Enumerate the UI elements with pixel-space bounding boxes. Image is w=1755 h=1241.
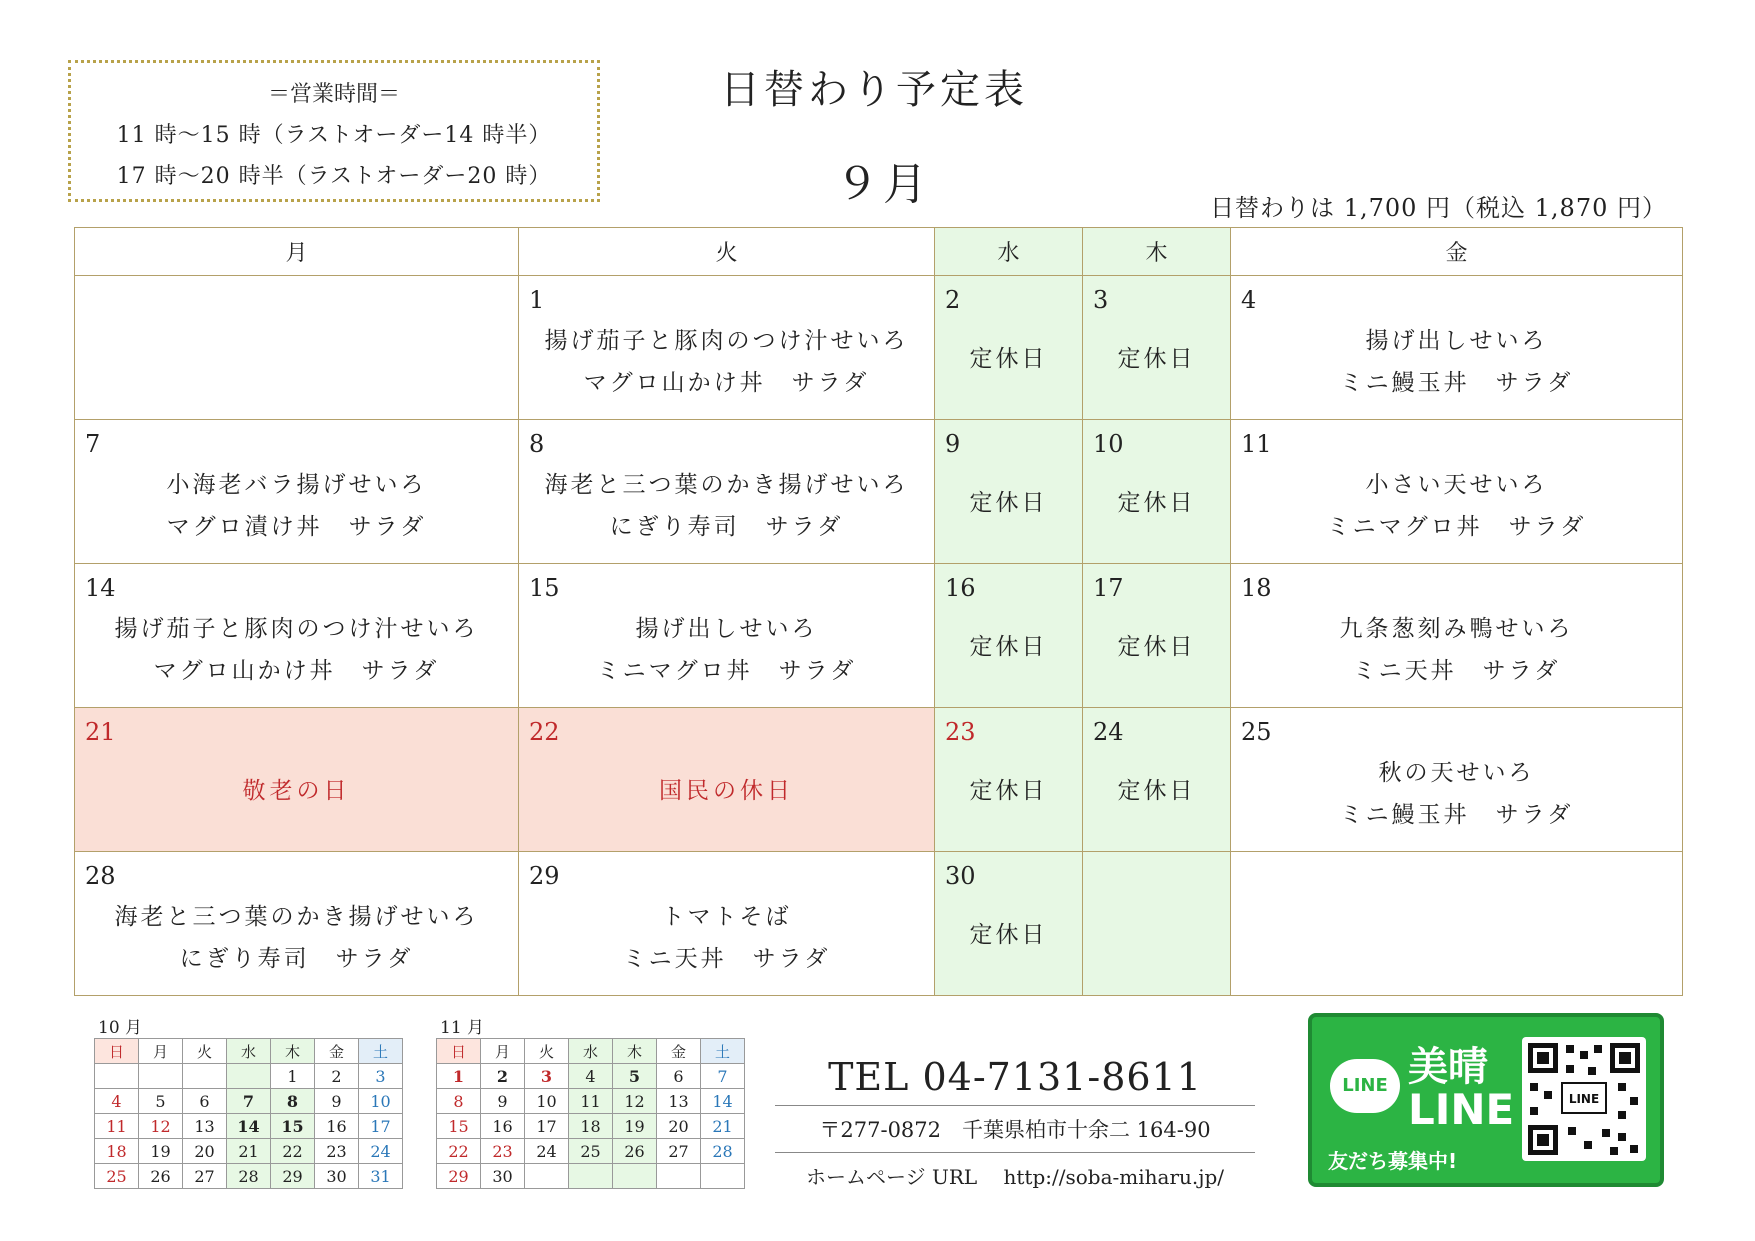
mini-header: 日 bbox=[95, 1039, 139, 1064]
week-row bbox=[75, 708, 1683, 852]
mini-day: 26 bbox=[139, 1164, 183, 1189]
mini-day: 7 bbox=[227, 1089, 271, 1114]
mini-header: 火 bbox=[183, 1039, 227, 1064]
day-cell bbox=[1231, 276, 1683, 420]
mini-header: 日 bbox=[437, 1039, 481, 1064]
mini-day: 11 bbox=[569, 1089, 613, 1114]
mini-day: 8 bbox=[437, 1089, 481, 1114]
mini-day: 25 bbox=[569, 1139, 613, 1164]
mini-day: 19 bbox=[613, 1114, 657, 1139]
mini-calendar-oct-label: 10 月 bbox=[98, 1018, 143, 1038]
mini-day bbox=[525, 1164, 569, 1189]
mini-day: 30 bbox=[481, 1164, 525, 1189]
mini-day: 21 bbox=[701, 1114, 745, 1139]
mini-day: 16 bbox=[481, 1114, 525, 1139]
day-number: 22 bbox=[529, 718, 560, 746]
closed-label: 定休日 bbox=[1117, 634, 1196, 660]
business-hours-title: ＝営業時間＝ bbox=[267, 82, 400, 107]
day-number: 1 bbox=[529, 286, 545, 314]
line-friend-badge[interactable] bbox=[1308, 1013, 1664, 1187]
week-row bbox=[75, 276, 1683, 420]
day-number: 24 bbox=[1093, 718, 1124, 746]
lunch-hours: 11 時～15 時（ラストオーダー14 時半） bbox=[116, 123, 552, 148]
mini-day: 28 bbox=[701, 1139, 745, 1164]
menu-text: 海老と三つ葉のかき揚げせいろ にぎり寿司 サラダ bbox=[544, 472, 909, 540]
mini-header: 土 bbox=[359, 1039, 403, 1064]
day-cell bbox=[519, 564, 935, 708]
mini-header: 金 bbox=[315, 1039, 359, 1064]
day-cell bbox=[75, 276, 519, 420]
closed-label: 定休日 bbox=[1117, 490, 1196, 516]
day-number: 14 bbox=[85, 574, 116, 602]
menu-text: 秋の天せいろ ミニ鰻玉丼 サラダ bbox=[1339, 760, 1574, 828]
mini-day: 28 bbox=[227, 1164, 271, 1189]
mini-day: 27 bbox=[657, 1139, 701, 1164]
mini-day: 20 bbox=[183, 1139, 227, 1164]
week-row bbox=[75, 420, 1683, 564]
dinner-hours: 17 時～20 時半（ラストオーダー20 時） bbox=[116, 164, 552, 189]
mini-day: 2 bbox=[481, 1064, 525, 1089]
mini-header: 木 bbox=[613, 1039, 657, 1064]
mini-calendar-oct bbox=[94, 1038, 403, 1189]
mini-day: 13 bbox=[657, 1089, 701, 1114]
holiday-cell bbox=[75, 708, 519, 852]
mini-day: 26 bbox=[613, 1139, 657, 1164]
mini-day bbox=[95, 1064, 139, 1089]
day-number: 4 bbox=[1241, 286, 1257, 314]
day-number: 3 bbox=[1093, 286, 1109, 314]
line-logo-icon: LINE bbox=[1330, 1059, 1400, 1113]
price-note: 日替わりは 1,700 円（税込 1,870 円） bbox=[1210, 194, 1667, 222]
day-number: 23 bbox=[945, 718, 976, 746]
day-number: 10 bbox=[1093, 430, 1124, 458]
closed-label: 定休日 bbox=[969, 346, 1048, 372]
mini-day: 10 bbox=[359, 1089, 403, 1114]
mini-calendar-nov-label: 11 月 bbox=[440, 1018, 485, 1038]
day-cell bbox=[1231, 420, 1683, 564]
mini-day: 7 bbox=[701, 1064, 745, 1089]
day-number: 25 bbox=[1241, 718, 1272, 746]
mini-day: 15 bbox=[271, 1114, 315, 1139]
closed-day-cell bbox=[935, 276, 1083, 420]
mini-day: 6 bbox=[657, 1064, 701, 1089]
mini-day: 20 bbox=[657, 1114, 701, 1139]
menu-text: 海老と三つ葉のかき揚げせいろ にぎり寿司 サラダ bbox=[114, 904, 479, 972]
business-hours-box bbox=[68, 60, 600, 202]
mini-day: 6 bbox=[183, 1089, 227, 1114]
mini-day: 4 bbox=[569, 1064, 613, 1089]
mini-day: 3 bbox=[359, 1064, 403, 1089]
mini-day: 23 bbox=[481, 1139, 525, 1164]
week-row bbox=[75, 564, 1683, 708]
day-cell bbox=[1231, 564, 1683, 708]
mini-day: 22 bbox=[271, 1139, 315, 1164]
mini-day: 24 bbox=[525, 1139, 569, 1164]
menu-text: 揚げ出しせいろ ミニマグロ丼 サラダ bbox=[596, 616, 857, 684]
mini-day: 13 bbox=[183, 1114, 227, 1139]
holiday-cell bbox=[519, 708, 935, 852]
mini-day: 10 bbox=[525, 1089, 569, 1114]
mini-day bbox=[701, 1164, 745, 1189]
telephone[interactable]: TEL 04-7131-8611 bbox=[775, 1055, 1255, 1106]
mini-day bbox=[227, 1064, 271, 1089]
closed-day-cell bbox=[1083, 420, 1231, 564]
day-cell bbox=[75, 852, 519, 996]
mini-day bbox=[139, 1064, 183, 1089]
mini-day: 9 bbox=[481, 1089, 525, 1114]
menu-text: トマトそば ミニ天丼 サラダ bbox=[622, 904, 831, 972]
closed-label: 定休日 bbox=[969, 922, 1048, 948]
mini-header: 月 bbox=[481, 1039, 525, 1064]
mini-day: 12 bbox=[613, 1089, 657, 1114]
mini-header: 水 bbox=[569, 1039, 613, 1064]
address: 〒277-0872 千葉県柏市十余二 164-90 bbox=[775, 1106, 1255, 1153]
mini-day: 15 bbox=[437, 1114, 481, 1139]
day-number: 18 bbox=[1241, 574, 1272, 602]
mini-day: 11 bbox=[95, 1114, 139, 1139]
svg-text:LINE: LINE bbox=[1568, 1092, 1600, 1106]
mini-day: 14 bbox=[227, 1114, 271, 1139]
mini-day: 18 bbox=[569, 1114, 613, 1139]
mini-calendar-nov bbox=[436, 1038, 745, 1189]
mini-day: 16 bbox=[315, 1114, 359, 1139]
mini-day: 8 bbox=[271, 1089, 315, 1114]
mini-day: 17 bbox=[359, 1114, 403, 1139]
line-word: LINE bbox=[1408, 1085, 1515, 1134]
day-cell bbox=[1083, 852, 1231, 996]
menu-text: 揚げ出しせいろ ミニ鰻玉丼 サラダ bbox=[1339, 328, 1574, 396]
day-number: 2 bbox=[945, 286, 961, 314]
day-number: 21 bbox=[85, 718, 116, 746]
qr-code-icon[interactable] bbox=[1522, 1037, 1646, 1161]
mini-header: 木 bbox=[271, 1039, 315, 1064]
menu-text: 小さい天せいろ ミニマグロ丼 サラダ bbox=[1326, 472, 1587, 540]
day-number: 30 bbox=[945, 862, 976, 890]
day-number: 17 bbox=[1093, 574, 1124, 602]
mini-day: 9 bbox=[315, 1089, 359, 1114]
mini-day: 3 bbox=[525, 1064, 569, 1089]
day-cell bbox=[519, 276, 935, 420]
mini-day: 2 bbox=[315, 1064, 359, 1089]
weekday-thu: 木 bbox=[1083, 228, 1231, 276]
mini-day bbox=[569, 1164, 613, 1189]
mini-day: 14 bbox=[701, 1089, 745, 1114]
week-row bbox=[75, 852, 1683, 996]
mini-day: 27 bbox=[183, 1164, 227, 1189]
closed-day-cell bbox=[935, 708, 1083, 852]
mini-day: 29 bbox=[271, 1164, 315, 1189]
line-friend-text: 友だち募集中! bbox=[1328, 1149, 1458, 1173]
weekday-tue: 火 bbox=[519, 228, 935, 276]
mini-day bbox=[183, 1064, 227, 1089]
mini-day: 1 bbox=[271, 1064, 315, 1089]
closed-day-cell bbox=[1083, 276, 1231, 420]
mini-header: 土 bbox=[701, 1039, 745, 1064]
menu-text: 揚げ茄子と豚肉のつけ汁せいろ マグロ山かけ丼 サラダ bbox=[114, 616, 479, 684]
mini-day: 1 bbox=[437, 1064, 481, 1089]
mini-header: 火 bbox=[525, 1039, 569, 1064]
closed-label: 定休日 bbox=[969, 778, 1048, 804]
mini-day: 25 bbox=[95, 1164, 139, 1189]
day-number: 28 bbox=[85, 862, 116, 890]
menu-text: 揚げ茄子と豚肉のつけ汁せいろ マグロ山かけ丼 サラダ bbox=[544, 328, 909, 396]
mini-header: 月 bbox=[139, 1039, 183, 1064]
weekday-header-row bbox=[75, 228, 1683, 276]
mini-day bbox=[657, 1164, 701, 1189]
day-number: 7 bbox=[85, 430, 101, 458]
holiday-name: 敬老の日 bbox=[242, 778, 351, 804]
menu-text: 小海老バラ揚げせいろ マグロ漬け丼 サラダ bbox=[166, 472, 427, 540]
mini-day: 22 bbox=[437, 1139, 481, 1164]
month-title: ９月 bbox=[835, 159, 931, 210]
holiday-name: 国民の休日 bbox=[659, 778, 794, 804]
mini-day: 12 bbox=[139, 1114, 183, 1139]
mini-header: 金 bbox=[657, 1039, 701, 1064]
menu-text: 九条葱刻み鴨せいろ ミニ天丼 サラダ bbox=[1339, 616, 1574, 684]
mini-day: 23 bbox=[315, 1139, 359, 1164]
mini-day: 30 bbox=[315, 1164, 359, 1189]
weekday-mon: 月 bbox=[75, 228, 519, 276]
day-cell bbox=[1231, 852, 1683, 996]
day-cell bbox=[75, 420, 519, 564]
closed-day-cell bbox=[935, 564, 1083, 708]
line-shop-name: 美晴 bbox=[1408, 1044, 1488, 1090]
day-number: 11 bbox=[1241, 430, 1272, 458]
mini-day bbox=[613, 1164, 657, 1189]
day-cell bbox=[519, 852, 935, 996]
day-cell bbox=[1231, 708, 1683, 852]
day-cell bbox=[519, 420, 935, 564]
day-number: 15 bbox=[529, 574, 560, 602]
daily-menu-calendar bbox=[74, 227, 1683, 996]
mini-day: 17 bbox=[525, 1114, 569, 1139]
closed-label: 定休日 bbox=[1117, 778, 1196, 804]
mini-day: 5 bbox=[613, 1064, 657, 1089]
weekday-wed: 水 bbox=[935, 228, 1083, 276]
mini-day: 19 bbox=[139, 1139, 183, 1164]
homepage-url[interactable]: ホームページ URL http://soba-miharu.jp/ bbox=[806, 1165, 1224, 1189]
day-number: 29 bbox=[529, 862, 560, 890]
day-number: 16 bbox=[945, 574, 976, 602]
mini-day: 29 bbox=[437, 1164, 481, 1189]
contact-info bbox=[775, 1055, 1255, 1190]
closed-day-cell bbox=[1083, 564, 1231, 708]
closed-label: 定休日 bbox=[969, 634, 1048, 660]
mini-day: 24 bbox=[359, 1139, 403, 1164]
mini-day: 18 bbox=[95, 1139, 139, 1164]
weekday-fri: 金 bbox=[1231, 228, 1683, 276]
mini-day: 4 bbox=[95, 1089, 139, 1114]
mini-day: 21 bbox=[227, 1139, 271, 1164]
page-title: 日替わり予定表 bbox=[720, 67, 1028, 113]
mini-day: 5 bbox=[139, 1089, 183, 1114]
day-number: 8 bbox=[529, 430, 545, 458]
closed-label: 定休日 bbox=[969, 490, 1048, 516]
day-cell bbox=[75, 564, 519, 708]
closed-day-cell bbox=[935, 420, 1083, 564]
mini-day: 31 bbox=[359, 1164, 403, 1189]
closed-day-cell bbox=[935, 852, 1083, 996]
day-number: 9 bbox=[945, 430, 961, 458]
closed-label: 定休日 bbox=[1117, 346, 1196, 372]
closed-day-cell bbox=[1083, 708, 1231, 852]
mini-header: 水 bbox=[227, 1039, 271, 1064]
